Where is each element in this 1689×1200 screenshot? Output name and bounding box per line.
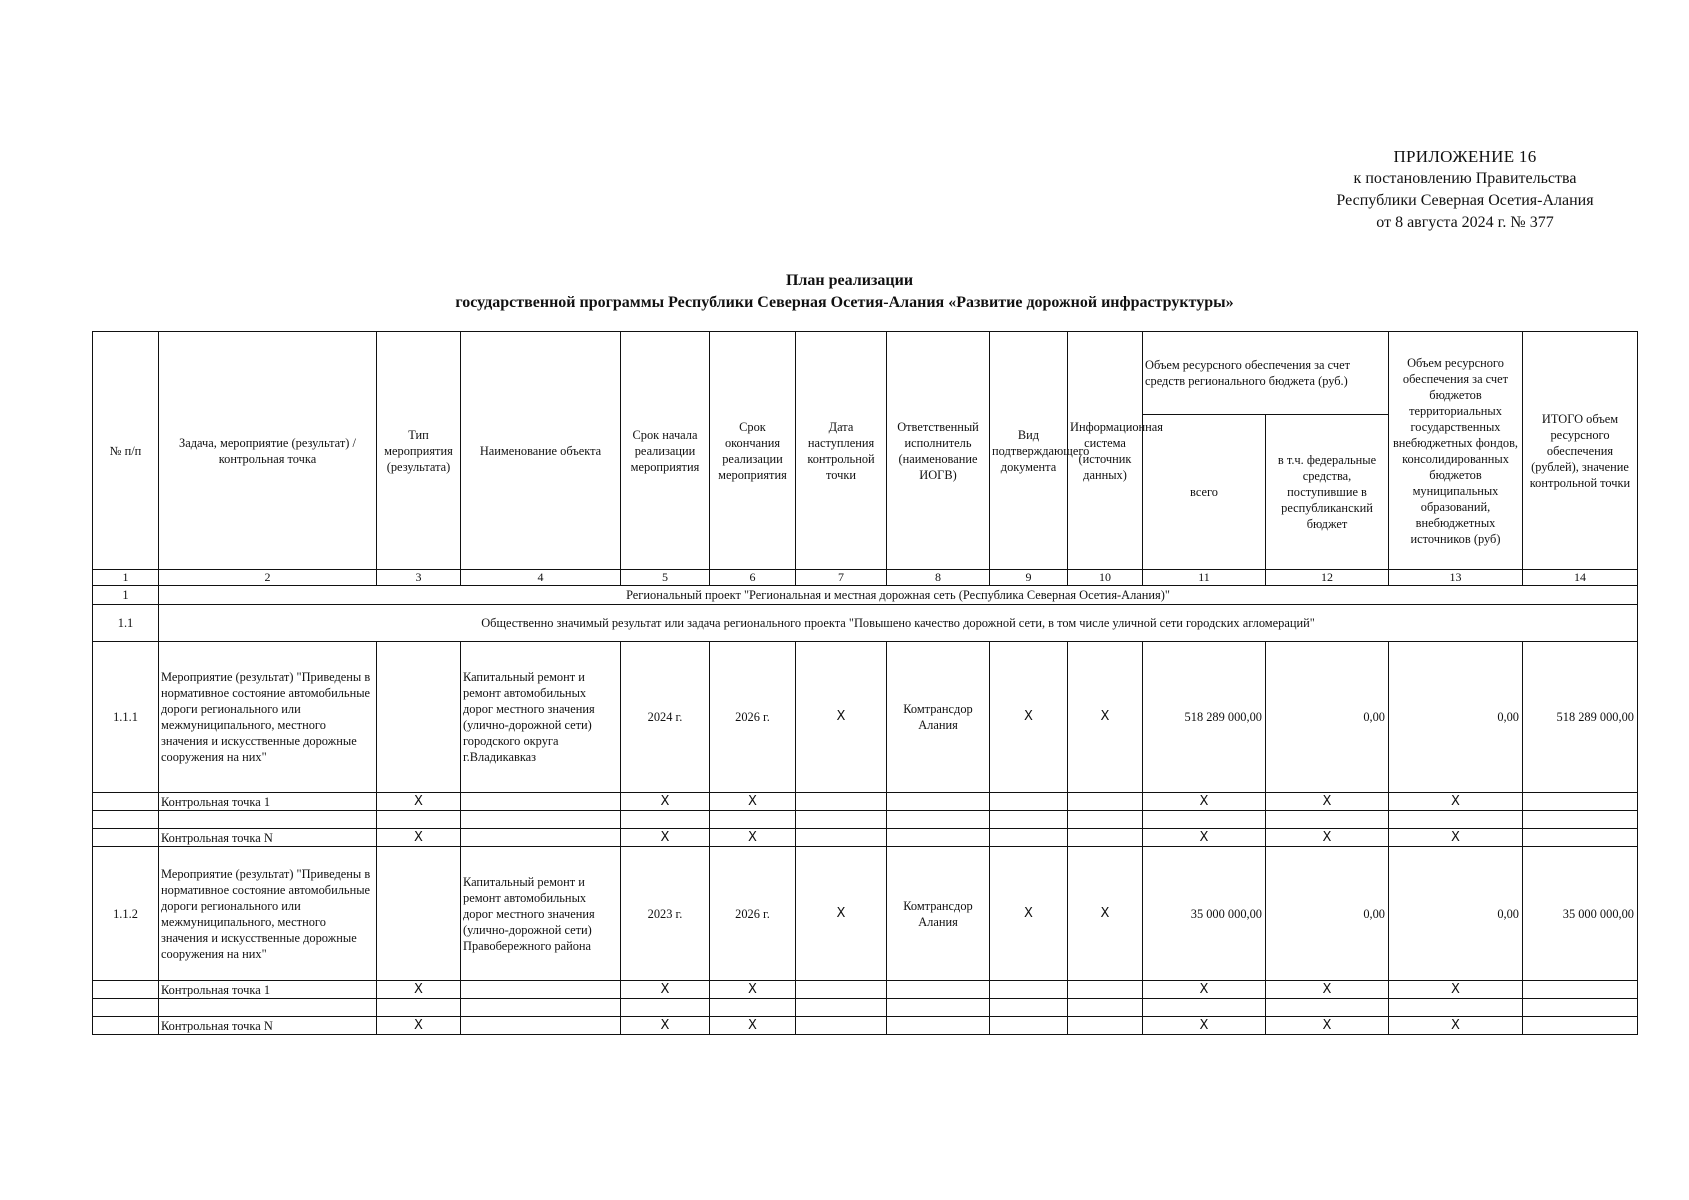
start-cell: 2023 г. bbox=[621, 847, 710, 981]
header-col-11: всего bbox=[1143, 415, 1266, 570]
header-col-12: в т.ч. федеральные средства, поступившие в республиканский бюджет bbox=[1266, 415, 1389, 570]
section-number: 1 bbox=[93, 586, 159, 605]
header-col-9: Вид подтверждающего документа bbox=[990, 332, 1068, 570]
checkpoint-row bbox=[93, 1017, 1638, 1035]
checkpoint-label: Контрольная точка 1 bbox=[159, 981, 377, 999]
empty-cell bbox=[887, 981, 990, 999]
date-cell: X bbox=[796, 642, 887, 793]
blank-row bbox=[93, 999, 1638, 1017]
header-col-11-12: Объем ресурсного обеспечения за счет средств регионального бюджета (руб.) bbox=[1143, 332, 1389, 415]
column-number: 8 bbox=[887, 570, 990, 586]
empty-cell bbox=[990, 829, 1068, 847]
header-col-7: Дата наступления контрольной точки bbox=[796, 332, 887, 570]
title-line-1: План реализации bbox=[785, 272, 914, 289]
extra-budget-cell: 0,00 bbox=[1389, 847, 1523, 981]
checkpoint-label: Контрольная точка N bbox=[159, 1017, 377, 1035]
header-col-10: Информационная система (источник данных) bbox=[1068, 332, 1143, 570]
header-row-top bbox=[93, 332, 1638, 415]
empty-cell bbox=[796, 829, 887, 847]
appendix-line-2: к постановлению Правительства bbox=[1353, 170, 1577, 187]
column-number: 10 bbox=[1068, 570, 1143, 586]
empty-cell bbox=[796, 981, 887, 999]
empty-cell bbox=[1068, 1017, 1143, 1035]
section-row-1-1 bbox=[93, 605, 1638, 642]
empty-cell bbox=[887, 829, 990, 847]
empty-cell bbox=[461, 793, 621, 811]
empty-cell bbox=[887, 793, 990, 811]
appendix-line-4: от 8 августа 2024 г. № 377 bbox=[1376, 214, 1554, 231]
title-line-2: государственной программы Республики Северная Осетия-Алания «Развитие дорожной инфраструктуры» bbox=[455, 294, 1234, 311]
empty-cell bbox=[1523, 793, 1638, 811]
header-col-2: Задача, мероприятие (результат) / контрольная точка bbox=[159, 332, 377, 570]
empty-cell bbox=[93, 981, 159, 999]
date-cell: X bbox=[796, 847, 887, 981]
mark-cell: X bbox=[1143, 981, 1266, 999]
plan-table bbox=[92, 331, 1638, 1035]
total-cell: 35 000 000,00 bbox=[1143, 847, 1266, 981]
empty-cell bbox=[1068, 793, 1143, 811]
doc-cell: X bbox=[990, 847, 1068, 981]
mark-cell: X bbox=[377, 829, 461, 847]
type-cell bbox=[377, 847, 461, 981]
column-number: 6 bbox=[710, 570, 796, 586]
mark-cell: X bbox=[1389, 981, 1523, 999]
checkpoint-row bbox=[93, 981, 1638, 999]
checkpoint-label: Контрольная точка 1 bbox=[159, 793, 377, 811]
empty-cell bbox=[93, 1017, 159, 1035]
object-cell: Капитальный ремонт и ремонт автомобильных дорог местного значения (улично-дорожной сети) Правобережного района bbox=[461, 847, 621, 981]
column-number: 4 bbox=[461, 570, 621, 586]
column-number: 3 bbox=[377, 570, 461, 586]
empty-cell bbox=[1068, 829, 1143, 847]
empty-cell bbox=[461, 829, 621, 847]
empty-cell bbox=[1523, 829, 1638, 847]
mark-cell: X bbox=[710, 793, 796, 811]
task-cell: Мероприятие (результат) "Приведены в нормативное состояние автомобильные дороги регионального или межмуниципального, местного значения и искусственные дорожные сооружения на них" bbox=[159, 642, 377, 793]
empty-cell bbox=[990, 1017, 1068, 1035]
document-title bbox=[0, 270, 1689, 314]
empty-cell bbox=[93, 829, 159, 847]
blank-row bbox=[93, 811, 1638, 829]
empty-cell bbox=[796, 793, 887, 811]
type-cell bbox=[377, 642, 461, 793]
empty-cell bbox=[1068, 981, 1143, 999]
header-col-1: № п/п bbox=[93, 332, 159, 570]
empty-cell bbox=[990, 793, 1068, 811]
column-numbers-row bbox=[93, 570, 1638, 586]
system-cell: X bbox=[1068, 847, 1143, 981]
mark-cell: X bbox=[710, 829, 796, 847]
appendix-title: ПРИЛОЖЕНИЕ 16 bbox=[1393, 147, 1537, 166]
mark-cell: X bbox=[621, 981, 710, 999]
section-title: Региональный проект "Региональная и местная дорожная сеть (Республика Северная Осетия-Алания)" bbox=[159, 586, 1638, 605]
checkpoint-label: Контрольная точка N bbox=[159, 829, 377, 847]
column-number: 12 bbox=[1266, 570, 1389, 586]
column-number: 1 bbox=[93, 570, 159, 586]
column-number: 2 bbox=[159, 570, 377, 586]
table-row-1-1-1 bbox=[93, 642, 1638, 793]
mark-cell: X bbox=[377, 981, 461, 999]
subsection-number: 1.1 bbox=[93, 605, 159, 642]
column-number: 5 bbox=[621, 570, 710, 586]
mark-cell: X bbox=[710, 1017, 796, 1035]
appendix-block bbox=[1300, 146, 1630, 234]
column-number: 13 bbox=[1389, 570, 1523, 586]
column-number: 11 bbox=[1143, 570, 1266, 586]
empty-cell bbox=[796, 1017, 887, 1035]
mark-cell: X bbox=[1389, 829, 1523, 847]
mark-cell: X bbox=[710, 981, 796, 999]
empty-cell bbox=[887, 1017, 990, 1035]
start-cell: 2024 г. bbox=[621, 642, 710, 793]
header-col-3: Тип мероприятия (результата) bbox=[377, 332, 461, 570]
federal-cell: 0,00 bbox=[1266, 847, 1389, 981]
federal-cell: 0,00 bbox=[1266, 642, 1389, 793]
empty-cell bbox=[93, 793, 159, 811]
system-cell: X bbox=[1068, 642, 1143, 793]
subsection-title: Общественно значимый результат или задача регионального проекта "Повышено качество дорожной сети, в том числе уличной сети городских агломераций" bbox=[159, 605, 1638, 642]
row-number: 1.1.2 bbox=[93, 847, 159, 981]
header-col-8: Ответственный исполнитель (наименование ИОГВ) bbox=[887, 332, 990, 570]
total-cell: 518 289 000,00 bbox=[1143, 642, 1266, 793]
section-row-1 bbox=[93, 586, 1638, 605]
table-row-1-1-2 bbox=[93, 847, 1638, 981]
mark-cell: X bbox=[1266, 1017, 1389, 1035]
header-col-5: Срок начала реализации мероприятия bbox=[621, 332, 710, 570]
column-number: 9 bbox=[990, 570, 1068, 586]
itogo-cell: 35 000 000,00 bbox=[1523, 847, 1638, 981]
executor-cell: Комтрансдор Алания bbox=[887, 847, 990, 981]
empty-cell bbox=[1523, 981, 1638, 999]
mark-cell: X bbox=[377, 1017, 461, 1035]
mark-cell: X bbox=[1266, 793, 1389, 811]
header-col-6: Срок окончания реализации мероприятия bbox=[710, 332, 796, 570]
mark-cell: X bbox=[621, 1017, 710, 1035]
mark-cell: X bbox=[1266, 981, 1389, 999]
row-number: 1.1.1 bbox=[93, 642, 159, 793]
header-col-4: Наименование объекта bbox=[461, 332, 621, 570]
mark-cell: X bbox=[1143, 1017, 1266, 1035]
appendix-line-3: Республики Северная Осетия-Алания bbox=[1336, 192, 1594, 209]
header-col-13: Объем ресурсного обеспечения за счет бюджетов территориальных государственных внебюджетных фондов, консолидированных бюджетов муниципальных образований, внебюджетных источников (руб) bbox=[1389, 332, 1523, 570]
object-cell: Капитальный ремонт и ремонт автомобильных дорог местного значения (улично-дорожной сети) городского округа г.Владикавказ bbox=[461, 642, 621, 793]
mark-cell: X bbox=[621, 829, 710, 847]
mark-cell: X bbox=[1143, 793, 1266, 811]
mark-cell: X bbox=[1389, 793, 1523, 811]
mark-cell: X bbox=[621, 793, 710, 811]
empty-cell bbox=[990, 981, 1068, 999]
itogo-cell: 518 289 000,00 bbox=[1523, 642, 1638, 793]
mark-cell: X bbox=[1266, 829, 1389, 847]
empty-cell bbox=[1523, 1017, 1638, 1035]
mark-cell: X bbox=[1389, 1017, 1523, 1035]
column-number: 7 bbox=[796, 570, 887, 586]
mark-cell: X bbox=[1143, 829, 1266, 847]
end-cell: 2026 г. bbox=[710, 642, 796, 793]
checkpoint-row bbox=[93, 829, 1638, 847]
column-number: 14 bbox=[1523, 570, 1638, 586]
doc-cell: X bbox=[990, 642, 1068, 793]
extra-budget-cell: 0,00 bbox=[1389, 642, 1523, 793]
empty-cell bbox=[461, 981, 621, 999]
header-col-14: ИТОГО объем ресурсного обеспечения (рублей), значение контрольной точки bbox=[1523, 332, 1638, 570]
mark-cell: X bbox=[377, 793, 461, 811]
empty-cell bbox=[461, 1017, 621, 1035]
executor-cell: Комтрансдор Алания bbox=[887, 642, 990, 793]
checkpoint-row bbox=[93, 793, 1638, 811]
end-cell: 2026 г. bbox=[710, 847, 796, 981]
task-cell: Мероприятие (результат) "Приведены в нормативное состояние автомобильные дороги регионального или межмуниципального, местного значения и искусственные дорожные сооружения на них" bbox=[159, 847, 377, 981]
